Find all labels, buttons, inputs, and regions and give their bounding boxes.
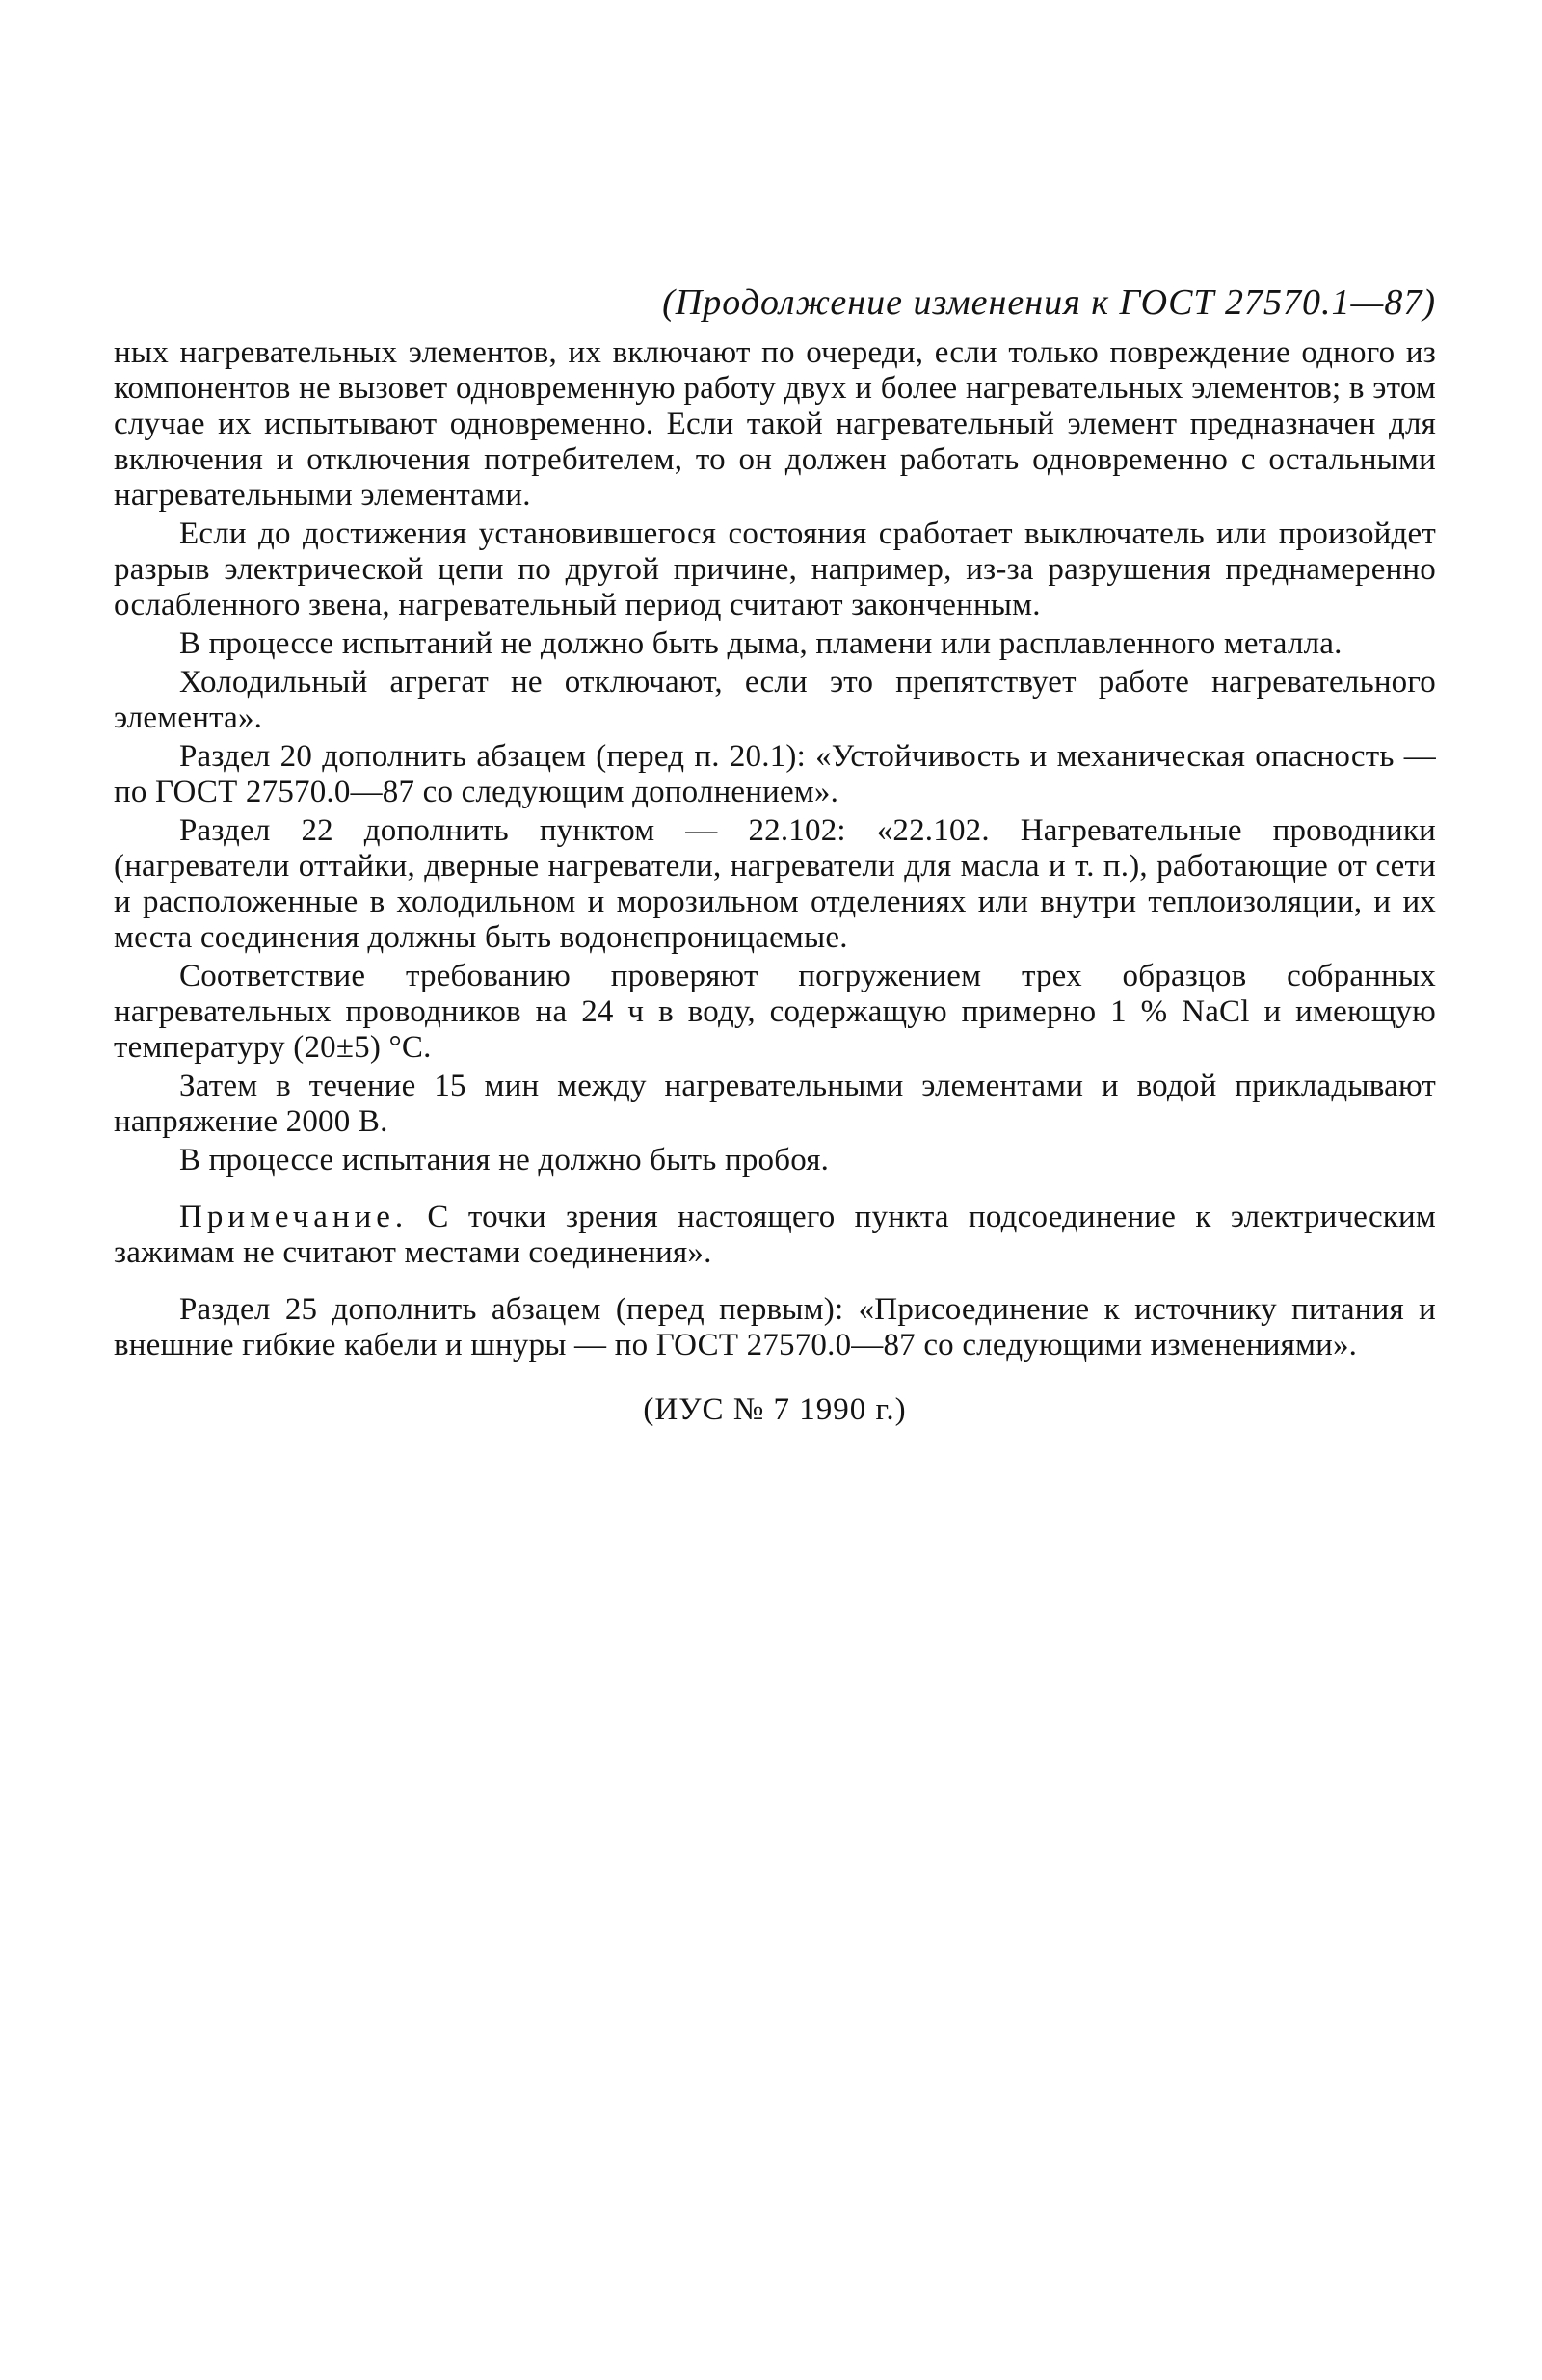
paragraph-heating-elements: ных нагревательных элементов, их включают по очереди, если только повреждение одного из компонентов не вызовет одновременную работу двух и более нагревательных элементов; в этом случае их испытывают одновременно. Если такой нагревательный элемент предназначен для включения и отключения потребителем, то он должен работать одновременно с остальными нагревательными элементами. bbox=[114, 335, 1436, 513]
paragraph-section-22: Раздел 22 дополнить пунктом — 22.102: «22.102. Нагревательные проводники (нагреватели оттайки, дверные нагреватели, нагреватели для масла и т. п.), работающие от сети и расположенные в холодильном и морозильном отделениях или внутри теплоизоляции, и их места соединения должны быть водонепроницаемые. bbox=[114, 813, 1436, 955]
note-label: Примечание. bbox=[179, 1200, 409, 1234]
note-text: С точки зрения настоящего пункта подсоединение к электрическим зажимам не считают местами соединения». bbox=[114, 1200, 1436, 1270]
paragraph-steady-state: Если до достижения установившегося состояния сработает выключатель или произойдет разрыв электрической цепи по другой причине, например, из-за разрушения преднамеренно ослабленного звена, нагревательный период считают законченным. bbox=[114, 516, 1436, 622]
paragraph-refrigeration-unit: Холодильный агрегат не отключают, если это препятствует работе нагревательного элемента». bbox=[114, 665, 1436, 735]
source-reference: (ИУС № 7 1990 г.) bbox=[643, 1392, 907, 1427]
note bbox=[114, 1200, 1436, 1271]
continuation-header: (Продолжение изменения к ГОСТ 27570.1—87) bbox=[662, 282, 1436, 323]
paragraph-voltage: Затем в течение 15 мин между нагревательными элементами и водой прикладывают напряжение 2000 В. bbox=[114, 1069, 1436, 1139]
paragraph-smoke: В процессе испытаний не должно быть дыма, пламени или расплавленного металла. bbox=[179, 626, 1343, 661]
paragraph-compliance-test: Соответствие требованию проверяют погружением трех образцов собранных нагревательных проводников на 24 ч в воду, содержащую примерно 1 % NaCl и имеющую температуру (20±5) °С. bbox=[114, 959, 1436, 1065]
paragraph-breakdown: В процессе испытания не должно быть пробоя. bbox=[179, 1143, 830, 1177]
document-page bbox=[114, 279, 1436, 1429]
paragraph-section-20: Раздел 20 дополнить абзацем (перед п. 20.1): «Устойчивость и механическая опасность — по ГОСТ 27570.0—87 со следующим дополнением». bbox=[114, 739, 1436, 809]
paragraph-section-25: Раздел 25 дополнить абзацем (перед первым): «Присоединение к источнику питания и внешние гибкие кабели и шнуры — по ГОСТ 27570.0—87 со следующими изменениями». bbox=[114, 1292, 1436, 1362]
